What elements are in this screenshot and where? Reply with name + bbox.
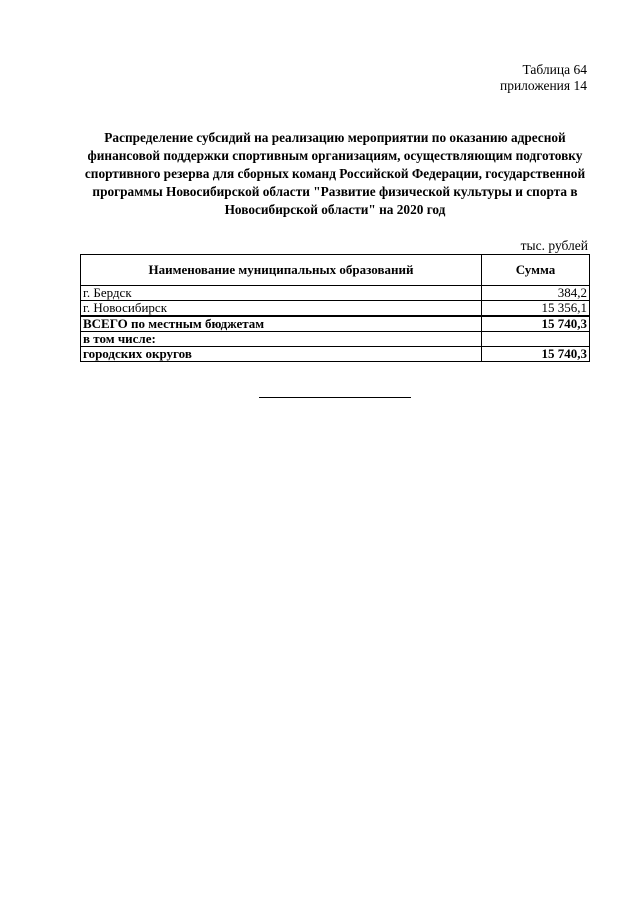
total-amount: 15 740,3	[482, 316, 590, 332]
table-reference	[500, 62, 587, 94]
title-line: Распределение субсидий на реализацию мероприятии по оказанию адресной	[104, 130, 566, 145]
closing-rule	[259, 397, 411, 398]
table-number: Таблица 64	[522, 62, 587, 77]
column-header-sum: Сумма	[482, 255, 590, 286]
municipality-name: г. Бердск	[81, 286, 482, 301]
including-label: в том числе:	[81, 332, 482, 347]
subtotal-row	[81, 347, 590, 362]
amount-cell: 15 356,1	[482, 301, 590, 317]
city-districts-label: городских округов	[81, 347, 482, 362]
subtotal-caption-row	[81, 332, 590, 347]
units-label: тыс. рублей	[520, 238, 588, 253]
subsidy-table	[80, 254, 590, 362]
total-row	[81, 316, 590, 332]
table-row	[81, 286, 590, 301]
document-title	[80, 129, 590, 219]
table-header-row	[81, 255, 590, 286]
title-line: финансовой поддержки спортивным организациям, осуществляющим подготовку	[87, 148, 583, 163]
title-line: программы Новосибирской области "Развитие физической культуры и спорта в	[92, 184, 578, 199]
city-districts-amount: 15 740,3	[482, 347, 590, 362]
amount-cell	[482, 332, 590, 347]
column-header-name: Наименование муниципальных образований	[81, 255, 482, 286]
title-line: спортивного резерва для сборных команд Российской Федерации, государственной	[84, 166, 586, 181]
table-row	[81, 301, 590, 317]
title-line: Новосибирской области" на 2020 год	[224, 202, 446, 217]
total-label: ВСЕГО по местным бюджетам	[81, 316, 482, 332]
municipality-name: г. Новосибирск	[81, 301, 482, 317]
appendix-number: приложения 14	[499, 78, 587, 93]
amount-cell: 384,2	[482, 286, 590, 301]
